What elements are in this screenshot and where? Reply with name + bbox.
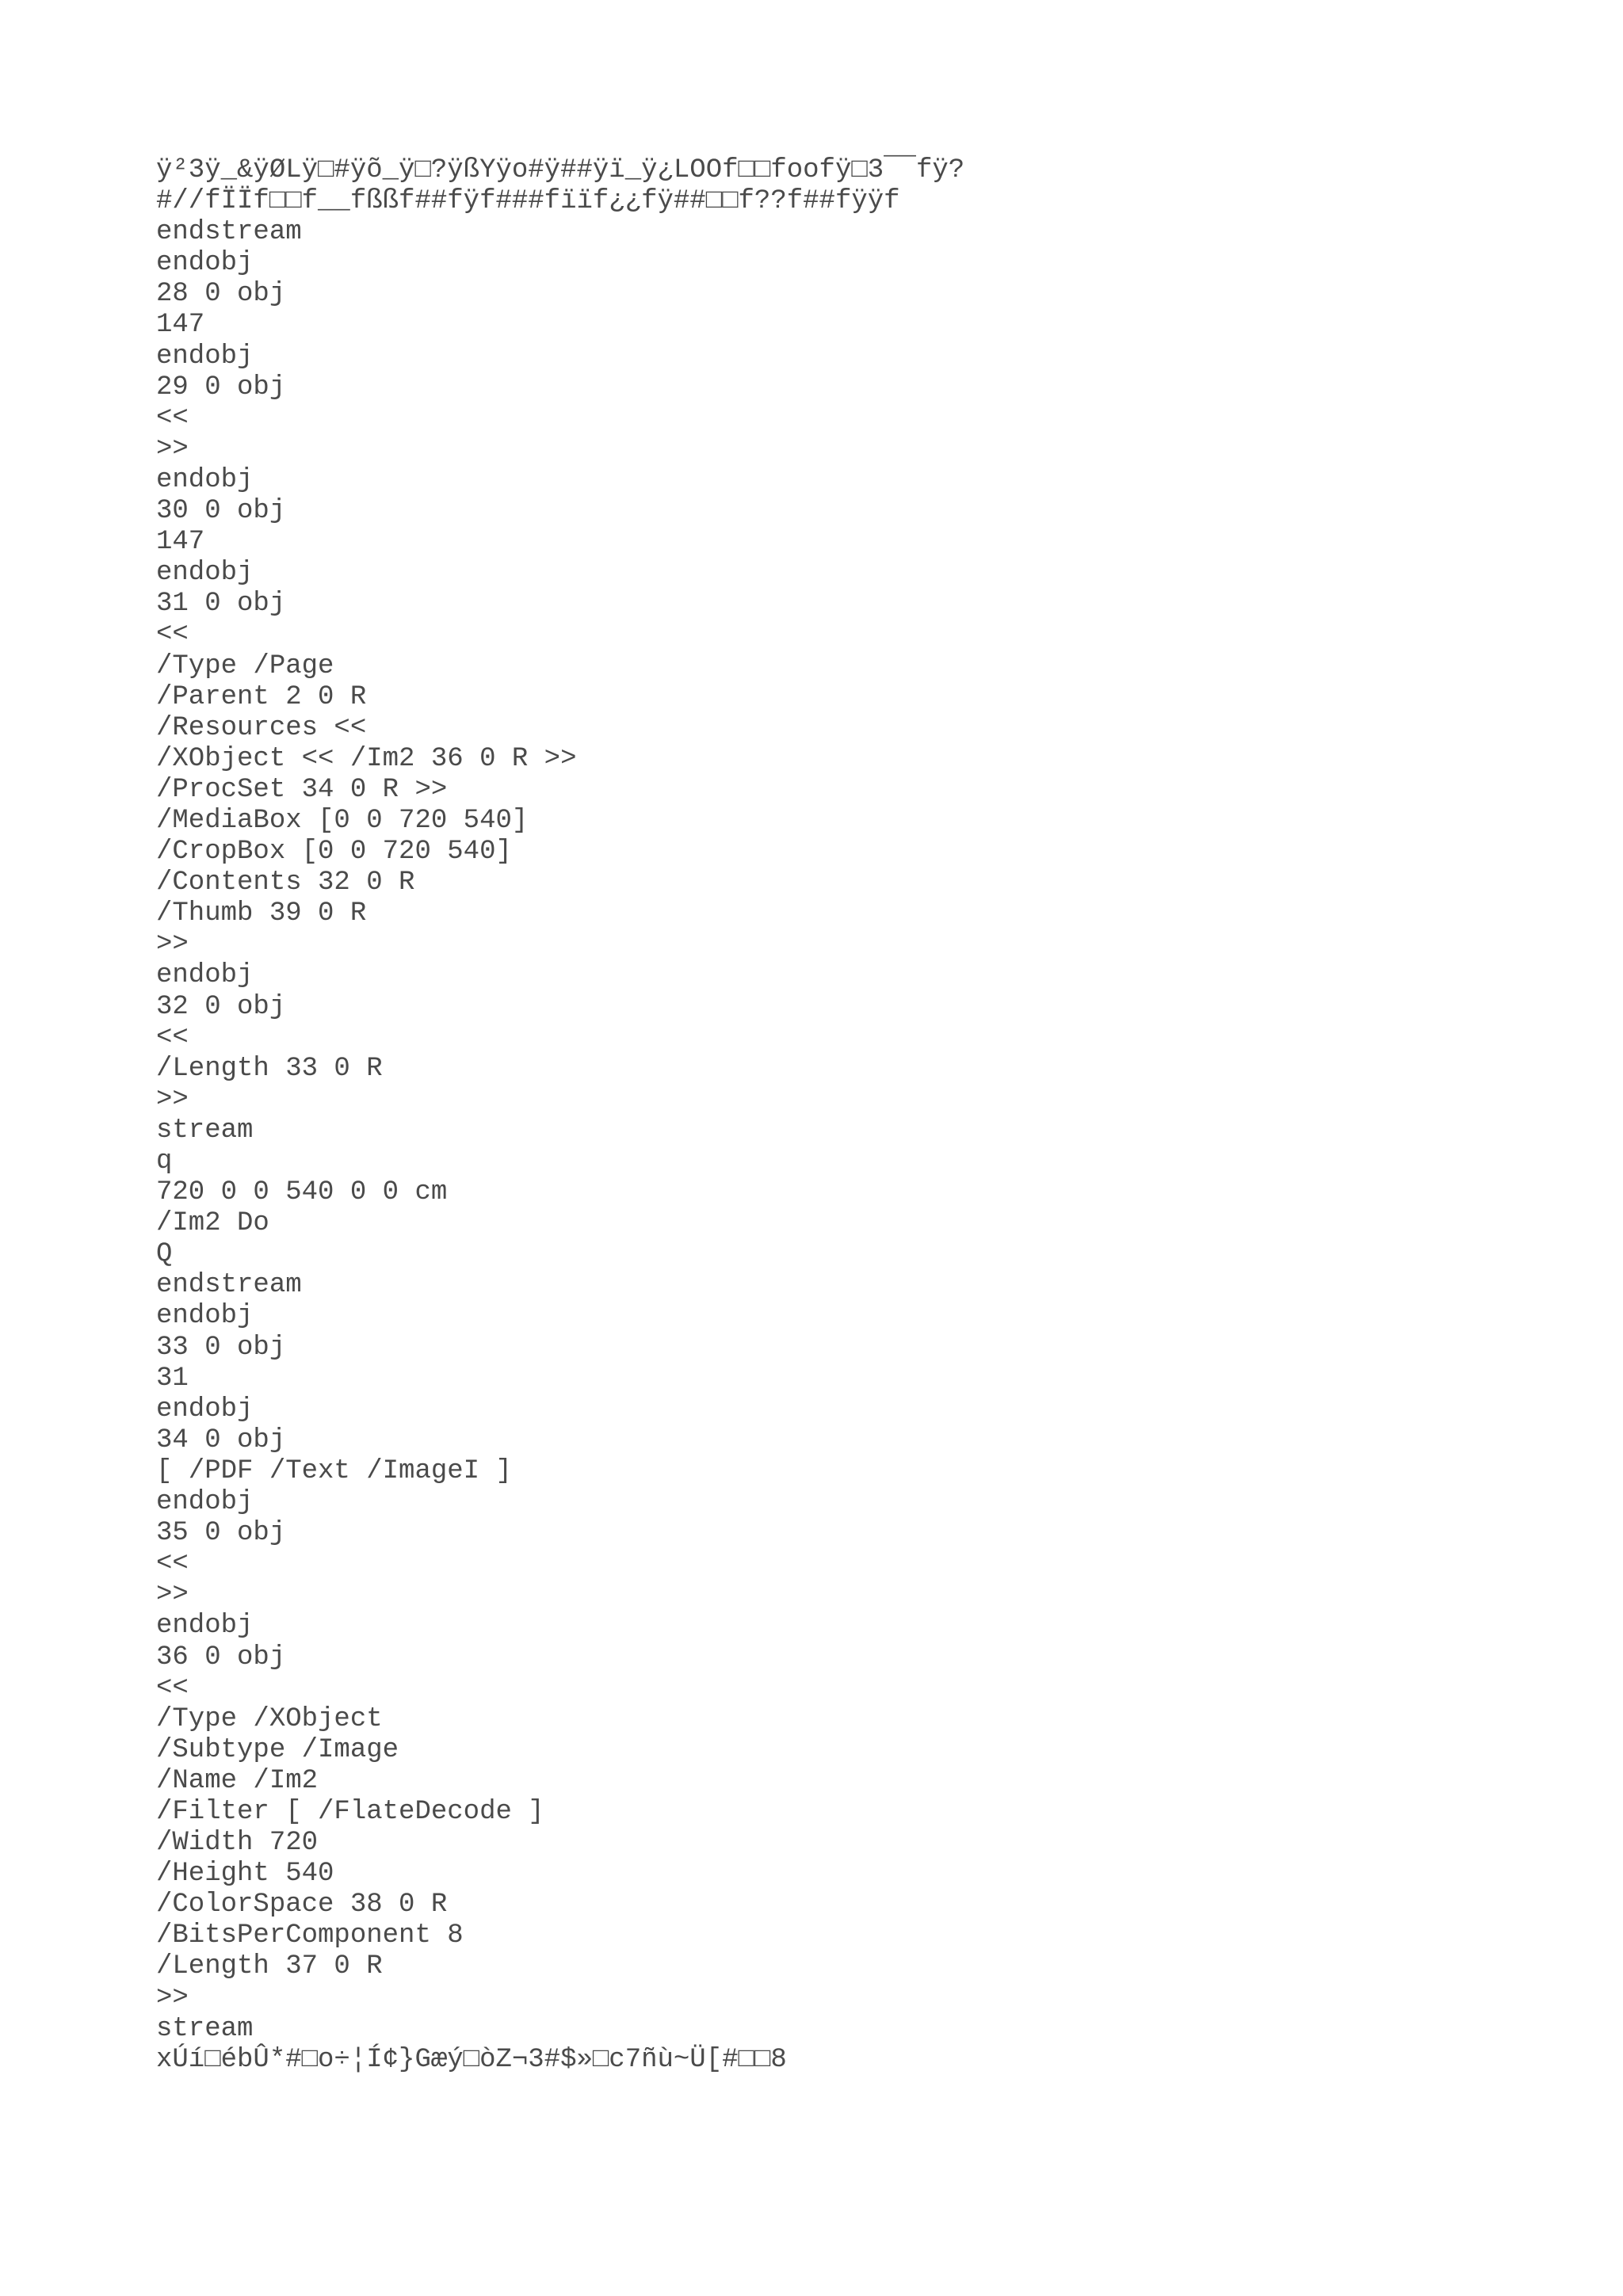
code-line: /CropBox [0 0 720 540] (156, 837, 512, 868)
code-line: 147 (156, 310, 205, 341)
code-line: ÿ²3ÿ_&ÿØLÿ□#ÿõ_ÿ□?ÿßYÿo#ÿ##ÿï_ÿ¿LOOf□□foofÿ□3¯¯fÿ? (156, 155, 965, 185)
code-line: endobj (156, 248, 254, 279)
code-line: /Thumb 39 0 R (156, 898, 367, 929)
code-line: q (156, 1146, 173, 1177)
code-line: /ProcSet 34 0 R >> (156, 774, 448, 805)
code-line: 33 0 obj (156, 1332, 286, 1363)
code-line: /Width 720 (156, 1828, 319, 1859)
code-line: /BitsPerComponent 8 (156, 1920, 464, 1951)
code-line: /MediaBox [0 0 720 540] (156, 805, 529, 836)
code-line: /Subtype /Image (156, 1734, 399, 1765)
code-line: << (156, 620, 189, 650)
code-line: 35 0 obj (156, 1518, 286, 1549)
code-line: Q (156, 1239, 173, 1270)
code-line: >> (156, 929, 189, 960)
code-line: 34 0 obj (156, 1425, 286, 1455)
code-line: 28 0 obj (156, 279, 286, 310)
code-line: stream (156, 1115, 254, 1146)
code-line: xÚí□ébÛ*#□o÷¦Í¢}Gæý□òZ¬3#$»□c7ñù~Ü[#□□8 (156, 2044, 787, 2075)
code-line: endstream (156, 217, 302, 248)
code-line: 32 0 obj (156, 991, 286, 1022)
code-line: [ /PDF /Text /ImageI ] (156, 1455, 512, 1486)
code-line: endobj (156, 341, 254, 372)
code-line: /Parent 2 0 R (156, 681, 367, 712)
code-line: >> (156, 1580, 189, 1611)
code-line: >> (156, 433, 189, 464)
code-line: endstream (156, 1270, 302, 1301)
code-line: /Resources << (156, 712, 367, 743)
code-line: << (156, 1022, 189, 1053)
code-line: 29 0 obj (156, 372, 286, 402)
code-line: /Name /Im2 (156, 1765, 319, 1796)
code-line: /Filter [ /FlateDecode ] (156, 1796, 544, 1827)
code-line: endobj (156, 464, 254, 495)
code-line: endobj (156, 1611, 254, 1642)
code-line: << (156, 402, 189, 433)
code-line: endobj (156, 1394, 254, 1425)
code-line: /Length 33 0 R (156, 1053, 383, 1084)
code-line: >> (156, 1084, 189, 1115)
code-line: /Type /Page (156, 650, 334, 681)
code-line: /Length 37 0 R (156, 1951, 383, 1982)
code-line: << (156, 1672, 189, 1703)
code-line: endobj (156, 1301, 254, 1332)
code-line: 147 (156, 527, 205, 558)
code-line: /XObject << /Im2 36 0 R >> (156, 743, 577, 774)
code-line: 30 0 obj (156, 496, 286, 527)
code-line: << (156, 1549, 189, 1580)
code-line: 720 0 0 540 0 0 cm (156, 1177, 448, 1208)
pdf-source-text (156, 155, 1583, 2076)
code-line: 31 0 obj (156, 589, 286, 620)
code-line: 31 (156, 1363, 189, 1394)
code-line: 36 0 obj (156, 1642, 286, 1672)
code-line: stream (156, 2013, 254, 2044)
code-line: >> (156, 1982, 189, 2013)
code-line: /Type /XObject (156, 1703, 383, 1734)
code-line: /Height 540 (156, 1859, 334, 1890)
code-line: endobj (156, 1487, 254, 1518)
code-line: /Im2 Do (156, 1208, 269, 1239)
code-line: /ColorSpace 38 0 R (156, 1890, 448, 1920)
code-line: #//fÏÏf□□f__fßßf##fÿf###fïïf¿¿fÿ##□□f??f##fÿÿf (156, 186, 900, 217)
code-line: endobj (156, 558, 254, 589)
code-line: endobj (156, 960, 254, 991)
code-line: /Contents 32 0 R (156, 868, 415, 898)
